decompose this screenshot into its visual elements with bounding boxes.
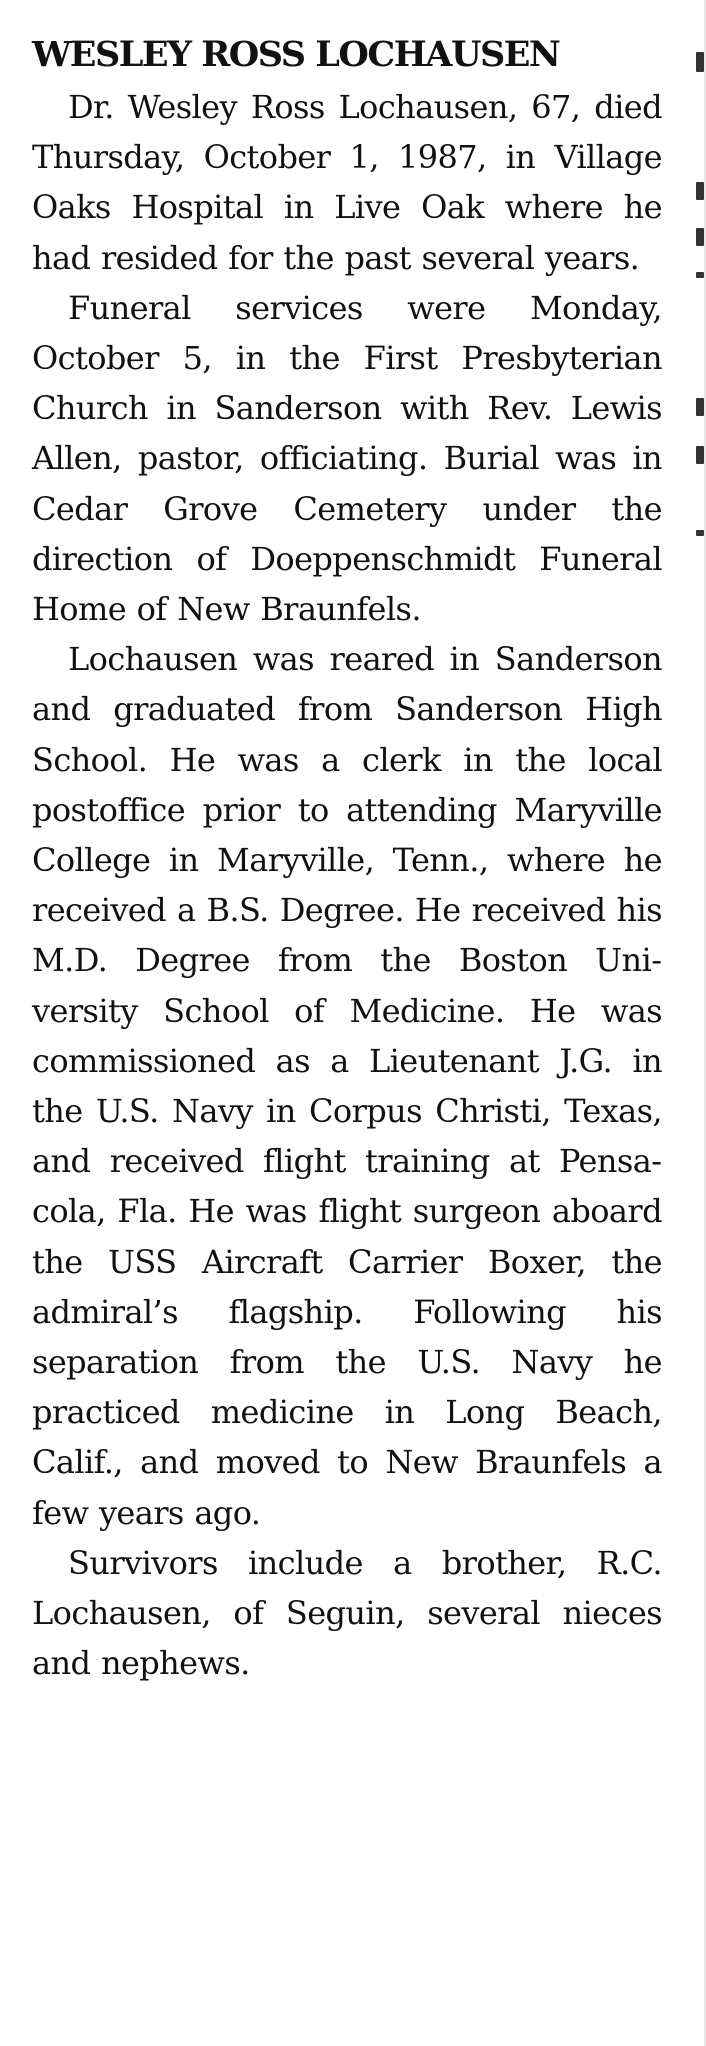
obituary-paragraph-biography: Lochausen was reared in Sanderson and graduated from Sanderson High School. He was a clerk in the local postoffice prior to attending Maryville College in Maryville, Tenn., where he received a B.S. Degree. He received his M.D. Degree from the Boston University School of Medicine. He was commissioned as a Lieutenant J.G. in the U.S. Navy in Corpus Christi, Texas, and received flight training at Pensacola, Fla. He was flight surgeon aboard the USS Aircraft Carrier Boxer, the admiral’s flagship. Following his separation from the U.S. Navy he practiced medicine in Long Beach, Calif., and moved to New Braunfels a few years ago. xyxy=(32,640,662,1532)
adjacent-column-fragment xyxy=(696,272,704,278)
obituary-paragraph-death: Dr. Wesley Ross Lochausen, 67, died Thursday, October 1, 1987, in Village Oaks Hospital in Live Oak where he had resided for the past several years. xyxy=(32,88,662,277)
adjacent-column-fragment xyxy=(696,398,704,416)
adjacent-column-edge xyxy=(692,0,706,2046)
adjacent-column-fragment xyxy=(696,228,704,246)
obituary-paragraph-services: Funeral services were Monday, October 5, in the First Presbyterian Church in Sanderson with Rev. Lewis Allen, pastor, officiating. Burial was in Cedar Grove Cemetery under the direction of Doeppenschmidt Funeral Home of New Braunfels. xyxy=(32,288,662,629)
obituary-article xyxy=(32,30,662,1689)
obituary-paragraph-survivors: Survivors include a brother, R.C. Lochausen, of Seguin, several nieces and nephews. xyxy=(32,1543,662,1683)
adjacent-column-fragment xyxy=(696,52,704,72)
obituary-headline: WESLEY ROSS LOCHAUSEN xyxy=(32,34,560,75)
adjacent-column-fragment xyxy=(696,182,704,200)
adjacent-column-fragment xyxy=(696,530,704,536)
adjacent-column-fragment xyxy=(696,446,704,464)
